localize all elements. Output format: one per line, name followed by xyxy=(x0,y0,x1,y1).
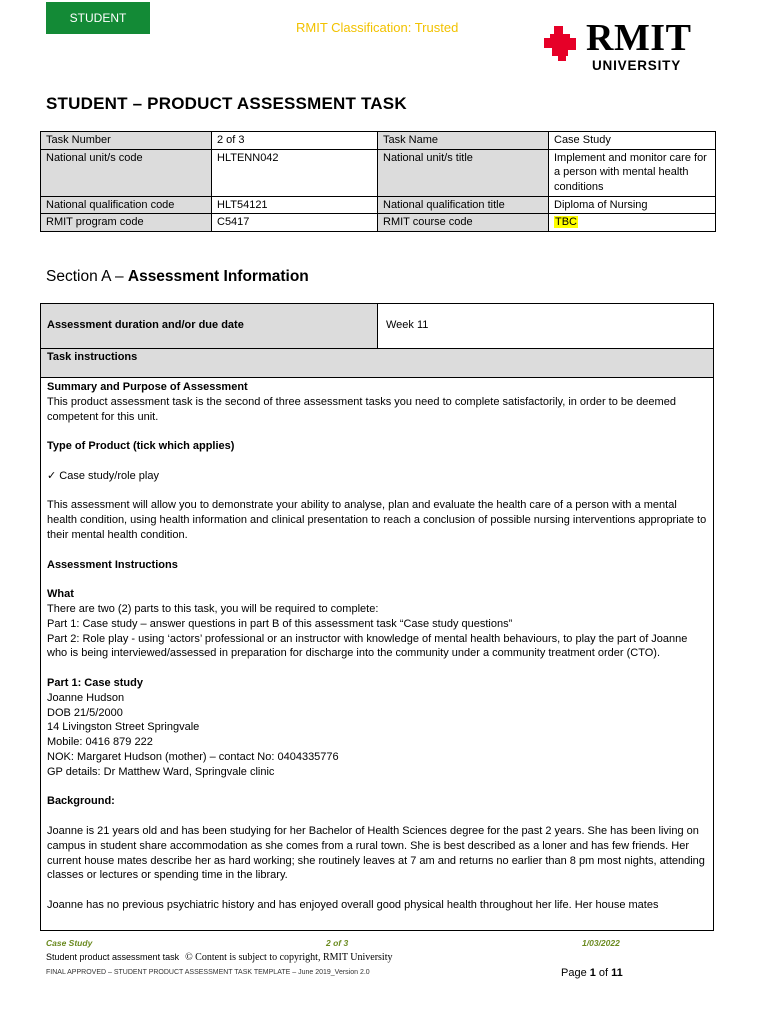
footer-task-number: 2 of 3 xyxy=(326,938,349,948)
student-badge: STUDENT xyxy=(46,2,150,34)
course-code-cell xyxy=(549,214,716,232)
qualification-title-value: Diploma of Nursing xyxy=(549,196,716,214)
unit-title-label: National unit/s title xyxy=(378,149,549,196)
patient-address: 14 Livingston Street Springvale xyxy=(47,721,200,734)
task-instructions-label: Task instructions xyxy=(41,349,713,378)
course-code-label: RMIT course code xyxy=(378,214,549,232)
footer-doc-label: Student product assessment task xyxy=(46,952,180,962)
footer-copyright: © Content is subject to copyright, RMIT University xyxy=(185,952,393,963)
what-line: Part 1: Case study – answer questions in part B of this assessment task “Case study questions” xyxy=(47,617,513,630)
footer-task-name: Case Study xyxy=(46,938,93,948)
footer-template-info: FINAL APPROVED – STUDENT PRODUCT ASSESSMENT TASK TEMPLATE – June 2019_Version 2.0 xyxy=(46,969,370,976)
patient-name: Joanne Hudson xyxy=(47,691,125,704)
what-line: There are two (2) parts to this task, you will be required to complete: xyxy=(47,602,379,615)
assessment-info-box xyxy=(40,303,714,931)
footer-doc-type xyxy=(46,952,392,963)
program-code-value: C5417 xyxy=(212,214,378,232)
classification-label: RMIT Classification: Trusted xyxy=(296,20,459,35)
footer-date: 1/03/2022 xyxy=(582,938,620,948)
program-code-label: RMIT program code xyxy=(41,214,212,232)
task-number-value: 2 of 3 xyxy=(212,132,378,150)
task-name-value: Case Study xyxy=(549,132,716,150)
type-heading: Type of Product (tick which applies) xyxy=(47,440,235,453)
rmit-pixel-mark-icon xyxy=(544,26,584,62)
rmit-logo xyxy=(544,17,714,78)
type-item-label: Case study/role play xyxy=(59,469,159,482)
page-prefix: Page xyxy=(561,967,590,979)
section-a-heading xyxy=(46,268,309,286)
logo-subtitle: UNIVERSITY xyxy=(592,58,682,73)
what-heading: What xyxy=(47,588,74,601)
part1-heading: Part 1: Case study xyxy=(47,676,143,689)
task-name-label: Task Name xyxy=(378,132,549,150)
background-paragraph: Joanne has no previous psychiatric history and has enjoyed overall good physical health throughout her life. Her house mates xyxy=(47,898,659,911)
summary-text: This product assessment task is the second of three assessment tasks you need to complete satisfactorily, in order to be deemed competent for this unit. xyxy=(47,395,676,423)
patient-nok: NOK: Margaret Hudson (mother) – contact No: 0404335776 xyxy=(47,750,339,763)
section-a-title: Assessment Information xyxy=(127,268,309,285)
unit-title-value: Implement and monitor care for a person with mental health conditions xyxy=(549,149,716,196)
qualification-code-label: National qualification code xyxy=(41,196,212,214)
task-number-label: Task Number xyxy=(41,132,212,150)
page-current: 1 xyxy=(589,967,596,979)
task-instructions-body xyxy=(47,380,707,913)
table-row xyxy=(41,214,716,232)
page-mid: of xyxy=(595,967,612,979)
checkmark-icon: ✓ xyxy=(47,469,57,482)
type-item xyxy=(47,469,707,484)
unit-code-label: National unit/s code xyxy=(41,149,212,196)
task-meta-table xyxy=(40,131,716,232)
what-line: Part 2: Role play - using ‘actors’ professional or an instructor with knowledge of mental health behaviours, to play the part of Joanne who is being interviewed/assessed in preparation for discharge into the community under a community treatment order (CTO). xyxy=(47,632,688,660)
logo-wordmark: RMIT xyxy=(586,17,692,59)
unit-code-value: HLTENN042 xyxy=(212,149,378,196)
section-a-prefix: Section A – xyxy=(46,268,128,285)
patient-mobile: Mobile: 0416 879 222 xyxy=(47,736,153,749)
qualification-code-value: HLT54121 xyxy=(212,196,378,214)
duration-row xyxy=(41,304,713,349)
duration-label: Assessment duration and/or due date xyxy=(41,304,378,348)
qualification-title-label: National qualification title xyxy=(378,196,549,214)
duration-value: Week 11 xyxy=(386,319,429,331)
page-total: 11 xyxy=(611,967,623,979)
patient-gp: GP details: Dr Matthew Ward, Springvale clinic xyxy=(47,765,275,778)
patient-dob: DOB 21/5/2000 xyxy=(47,706,123,719)
summary-heading: Summary and Purpose of Assessment xyxy=(47,381,248,393)
page-number xyxy=(561,967,623,979)
table-row xyxy=(41,196,716,214)
table-row xyxy=(41,149,716,196)
instructions-heading: Assessment Instructions xyxy=(47,558,178,571)
document-title: STUDENT – PRODUCT ASSESSMENT TASK xyxy=(46,94,407,113)
purpose-text: This assessment will allow you to demonstrate your ability to analyse, plan and evaluate the health care of a person with a mental health condition, using health information and clinical presentation to reach a conclusion of possible nursing interventions appropriate to their mental health condition. xyxy=(47,499,707,541)
background-paragraph: Joanne is 21 years old and has been studying for her Bachelor of Health Sciences degree for the past 2 years. She has been living on campus in student share accommodation as she comes from a rural town. She is best described as a loner and has few friends. Her current house mates describe her as hard working; she routinely leaves at 7 am and returns no earlier than 8 pm most nights, attending classes or lectures or spending time in the library. xyxy=(47,824,705,882)
table-row xyxy=(41,132,716,150)
background-heading: Background: xyxy=(47,795,115,808)
course-code-value: TBC xyxy=(555,216,577,228)
